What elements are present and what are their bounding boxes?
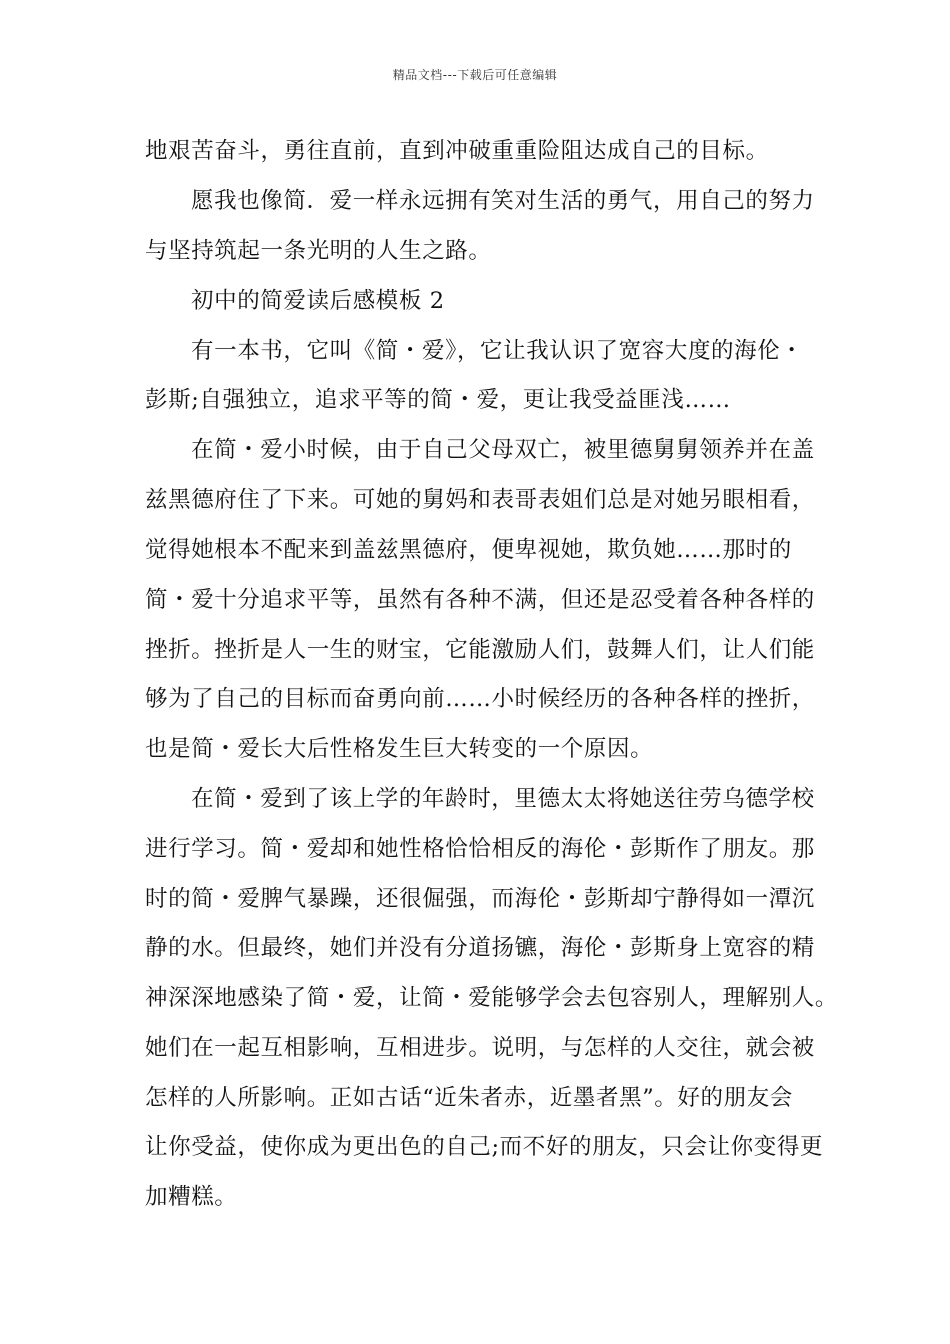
text-line: 在简・爱到了该上学的年龄时，里德太太将她送往劳乌德学校: [191, 786, 815, 812]
text-line: 简・爱十分追求平等，虽然有各种不满，但还是忍受着各种各样的: [145, 587, 815, 613]
text-line: 神深深地感染了简・爱，让简・爱能够学会去包容别人，理解别人。: [145, 985, 839, 1011]
text-line: 也是简・爱长大后性格发生巨大转变的一个原因。: [145, 736, 654, 762]
text-line: 进行学习。简・爱却和她性格恰恰相反的海伦・彭斯作了朋友。那: [145, 836, 815, 862]
text-line: 挫折。挫折是人一生的财宝，它能激励人们，鼓舞人们，让人们能: [145, 637, 815, 663]
text-line: 兹黑德府住了下来。可她的舅妈和表哥表姐们总是对她另眼相看，: [145, 487, 815, 513]
text-line: 愿我也像简．爱一样永远拥有笑对生活的勇气，用自己的努力: [191, 188, 815, 214]
text-line: 够为了自己的目标而奋勇向前……小时候经历的各种各样的挫折，: [145, 686, 815, 712]
text-line: 觉得她根本不配来到盖兹黑德府，便卑视她，欺负她……那时的: [145, 537, 792, 563]
text-line: 在简・爱小时候，由于自己父母双亡，被里德舅舅领养并在盖: [191, 437, 815, 463]
text-line: 彭斯;自强独立，追求平等的简・爱，更让我受益匪浅……: [145, 387, 731, 413]
text-line: 让你受益，使你成为更出色的自己;而不好的朋友，只会让你变得更: [145, 1134, 824, 1160]
text-line: 怎样的人所影响。正如古话“近朱者赤，近墨者黑”。好的朋友会: [145, 1085, 793, 1111]
text-line: 她们在一起互相影响，互相进步。说明，与怎样的人交往，就会被: [145, 1035, 815, 1061]
page-header: 精品文档---下载后可任意编辑: [392, 68, 558, 82]
section-heading: 初中的简爱读后感模板 2: [191, 288, 445, 314]
text-line: 地艰苦奋斗，勇往直前，直到冲破重重险阻达成自己的目标。: [145, 138, 769, 164]
text-line: 加糟糕。: [145, 1184, 238, 1210]
text-line: 时的简・爱脾气暴躁，还很倔强，而海伦・彭斯却宁静得如一潭沉: [145, 886, 815, 912]
text-line: 与坚持筑起一条光明的人生之路。: [145, 238, 492, 264]
text-line: 有一本书，它叫《简・爱》，它让我认识了宽容大度的海伦・: [191, 338, 804, 364]
text-line: 静的水。但最终，她们并没有分道扬镳，海伦・彭斯身上宽容的精: [145, 935, 815, 961]
